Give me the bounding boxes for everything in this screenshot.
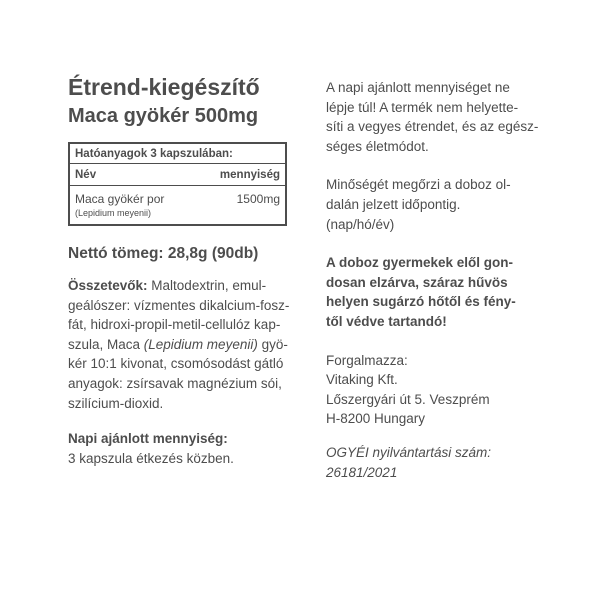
column-quantity-header: mennyiség [219,169,280,181]
column-name-header: Név [75,169,97,181]
table-row [70,186,285,206]
daily-dose-text: 3 kapszula étkezés közben. [68,450,234,466]
ingredient-quantity: 1500mg [236,192,280,206]
ingredients-label: Összetevők: [68,278,148,293]
maca-latin-name: (Lepidium meyenii) [143,336,258,352]
right-column [326,78,558,482]
net-weight: Nettó tömeg: 28,8g (90db) [68,245,259,262]
table-header: Hatóanyagok 3 kapszulában: [70,144,285,164]
daily-dose-label: Napi ajánlott mennyiség: [68,431,228,447]
product-name-title: Maca gyökér 500mg [68,105,259,127]
ingredients-text: Összetevők: Maltodextrin, emul- geálószer: vízmentes dikalcium-fosz- fát, hidroxi-propil-metil-cellulóz kap- szula, Maca (Lepidium meyenii) gyö- kér 10:1 kivonat, csomósodást gátló anyagok: zsírsavak magnézium sói, szilícium-dioxid. [68,278,290,411]
active-ingredients-table [68,142,287,226]
table-column-headers [70,164,285,186]
ingredient-latin-name: (Lepidium meyenii) [75,208,152,218]
daily-dose [68,429,290,468]
ingredient-name: Maca gyökér por [75,192,165,206]
children-warning: A doboz gyermekek elől gon- dosan elzárva, száraz hűvös helyen sugárzó hőtől és fény- től védve tartandó! [326,255,516,329]
storage-info: Minőségét megőrzi a doboz ol- dalán jelzett időpontig. (nap/hó/év) [326,177,511,232]
distributor-info: Forgalmazza: Vitaking Kft. Lőszergyári út 5. Veszprém H-8200 Hungary [326,352,490,427]
left-column [68,74,290,468]
dosage-warning: A napi ajánlott mennyiséget ne lépje túl! A termék nem helyette- síti a vegyes étrendet, és az egész- séges életmódot. [326,80,539,154]
ogyei-registration: OGYÉI nyilvántartási szám: 26181/2021 [326,444,492,480]
product-type-title: Étrend-kiegészítő [68,74,260,100]
